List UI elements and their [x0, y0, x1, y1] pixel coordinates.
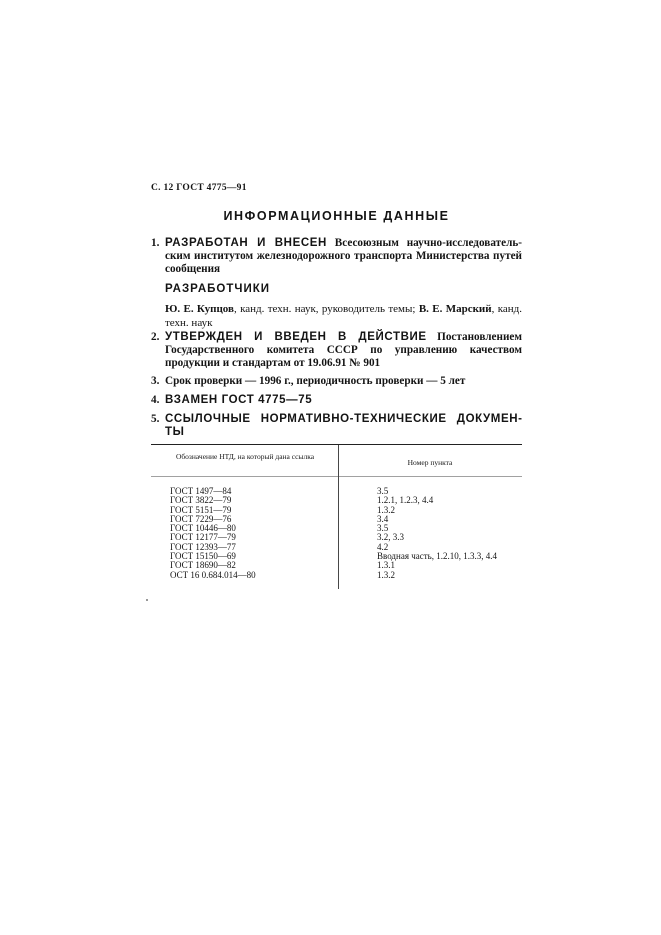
table-header-document: Обозначение НТД, на который дана ссылка — [175, 452, 315, 461]
item-heading: УТВЕРЖДЕН И ВВЕДЕН В ДЕЙСТВИЕ — [165, 331, 427, 343]
item-number: 2. — [151, 331, 160, 343]
table-cell-document: ОСТ 16 0.684.014—80 — [170, 569, 256, 580]
developers-heading: РАЗРАБОТЧИКИ — [165, 283, 270, 295]
table-cell-clause: 1.3.1 — [377, 560, 395, 571]
developer-credentials: , канд. техн. наук — [165, 303, 523, 329]
item-number: 1. — [151, 237, 160, 249]
page-header: С. 12 ГОСТ 4775—91 — [151, 183, 247, 193]
table-cell-clause: 3.5 — [377, 486, 389, 496]
table-cell-clause: Вводная часть, 1.2.10, 1.3.3, 4.4 — [377, 551, 498, 562]
item-text: Постановлением Государственного комитета СССР по управлению качеством продукции и стандартам от 19.06.91 № 901 — [165, 331, 522, 369]
scan-speck — [146, 599, 148, 601]
table-cell-document: ГОСТ 10446—80 — [170, 523, 236, 534]
table-clauses-column — [377, 487, 497, 580]
info-item-2 — [151, 331, 522, 370]
developer-name: Ю. Е. Купцов — [165, 303, 234, 315]
item-number: 5. — [151, 413, 160, 425]
table-cell-document: ГОСТ 5151—79 — [170, 504, 232, 515]
table-cell-document: ГОСТ 3822—79 — [170, 495, 232, 506]
table-cell-document: ГОСТ 7229—76 — [170, 513, 232, 524]
table-cell-document: ГОСТ 1497—84 — [170, 486, 232, 496]
item-number: 3. — [151, 375, 160, 387]
table-cell-document: ГОСТ 12177—79 — [170, 532, 236, 543]
table-cell-clause: 3.2, 3.3 — [377, 532, 404, 543]
table-cell-clause: 4.2 — [377, 541, 389, 552]
item-text: Срок проверки — 1996 г., периодичность проверки — 5 лет — [165, 375, 466, 387]
item-number: 4. — [151, 394, 160, 406]
table-cell-clause: 1.3.2 — [377, 569, 395, 580]
table-cell-clause: 1.3.2 — [377, 504, 395, 515]
developer-credentials: , канд. техн. наук, руководитель темы; — [233, 303, 419, 315]
item-text: Всесоюзным научно-исследовательским институтом железнодорожного транспорта Министерства путей сообщения — [165, 237, 523, 275]
item-heading: ВЗАМЕН ГОСТ 4775—75 — [165, 394, 313, 406]
table-documents-column — [170, 487, 256, 580]
table-header-clause: Номер пункта — [407, 458, 453, 467]
item-heading: РАЗРАБОТАН И ВНЕСЕН — [165, 237, 327, 249]
table-cell-document: ГОСТ 18690—82 — [170, 560, 236, 571]
developer-name: В. Е. Марский — [418, 303, 492, 315]
info-item-4 — [151, 394, 522, 407]
document-title: ИНФОРМАЦИОННЫЕ ДАННЫЕ — [223, 209, 450, 223]
developers-list — [165, 302, 522, 330]
info-item-3 — [151, 375, 522, 388]
info-item-1 — [151, 237, 522, 276]
table-cell-clause: 3.5 — [377, 523, 389, 534]
table-cell-clause: 3.4 — [377, 513, 389, 524]
table-cell-document: ГОСТ 12393—77 — [170, 541, 236, 552]
table-cell-document: ГОСТ 15150—69 — [170, 551, 236, 562]
info-item-5 — [151, 413, 522, 439]
table-cell-clause: 1.2.1, 1.2.3, 4.4 — [377, 495, 434, 506]
item-heading: ССЫЛОЧНЫЕ НОРМАТИВНО-ТЕХНИЧЕСКИЕ ДОКУМЕНТЫ — [165, 413, 522, 438]
developers-section — [165, 282, 522, 330]
